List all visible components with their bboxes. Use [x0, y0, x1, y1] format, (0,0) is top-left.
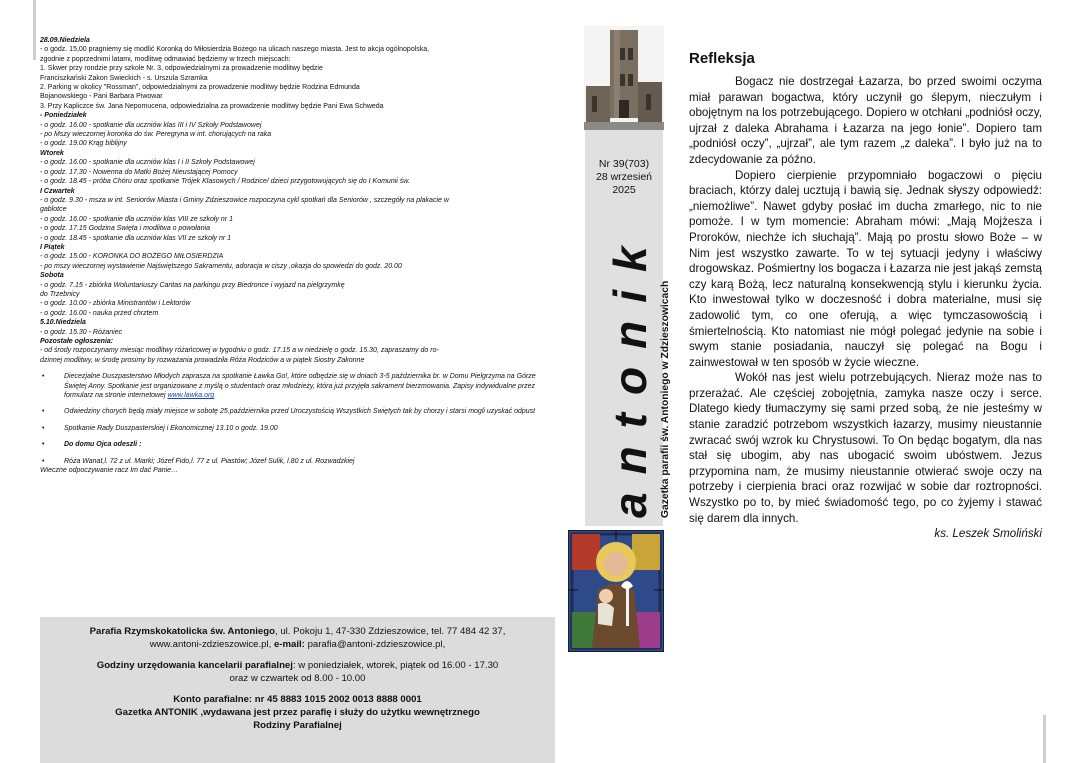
masthead-subtitle: Gazetka parafii św. Antoniego w Zdzieszowicach — [660, 280, 671, 518]
announcement-line: - o godz. 16.00 - spotkanie dla uczniów klas VIII ze szkoły nr 1 — [40, 215, 233, 223]
heading-sunday-28: 28.09.Niedziela — [40, 37, 90, 44]
announcement-line: - po mszy wieczornej wystawienie Najświętszego Sakramentu, adoracja w ciszy ,okazja do spowiedzi do godz. 20.00 — [40, 262, 402, 270]
announcement-line: - o godz. 16.00 - nauka przed chrztem — [40, 309, 159, 317]
parish-address: , ul. Pokoju 1, 47-330 Zdzieszowice, tel. 77 484 42 37, — [274, 626, 506, 637]
announcement-line: dzinnej modlitwy, w środę prosimy by rozważania prowadziła Róża Rodziców a w piątek Siostry Zakonne — [40, 356, 365, 364]
announcement-line: gablotce — [40, 206, 67, 214]
page-edge-left — [33, 0, 36, 60]
announcement-line: - o godz. 16.00 - spotkanie dla uczniów klas I i II Szkoły Podstawowej — [40, 159, 255, 167]
heading-friday: I Piątek — [40, 243, 65, 251]
reflection-paragraph-3: Wokół nas jest wielu potrzebujących. Nieraz może nas to przerażać. Ale częściej zobojętnia, zamyka nasze oczy i serce. Dlatego kiedy tłumaczymy się sami przed sobą, że nie jesteśmy w stanie zaradzić potrzebom wszystkich łazarzy, musimy nieustannie zwracać swój wzrok ku Chrystusowi. To On będąc bogatym, dla nas stał się ubogim, aby nas ubogacić swoim ubóstwem. Jezus przypomina nam, że musimy nieustannie otwierać swoje oczy na potrzeby i cierpienia braci oraz rozwijać w sobie dar roztropności. Wszystko po to, by mieć świadomość tego, po co żyjemy i stawać się darem dla innych. — [689, 371, 1042, 525]
announcement-line: - o godz. 19.00 Krąg biblijny — [40, 140, 127, 148]
page-edge-right — [1043, 715, 1046, 763]
announcement-line: - o godz. 7.15 - zbiórka Woluntariuszy Caritas na parkingu przy Biedronce i wyjazd na pielgrzymkę — [40, 281, 345, 289]
office-hours-line2: oraz w czwartek od 8.00 - 10.00 — [229, 673, 366, 684]
announcement-line: - o godz. 16.00 - spotkanie dla uczniów klas III i IV Szkoły Podstawowej — [40, 121, 262, 129]
reflection-article — [689, 50, 1042, 542]
announcement-line: do Trzebnicy — [40, 290, 80, 298]
bullet-text: Diecezjalne Duszpasterstwo Młodych zaprasza na spotkanie Ławka Go!, które odbędzie się w dniach 3-5 października br. w Domu Pielgrzyma na Górze Świętej Anny. Spotkanie jest organizowane z myślą o studentach oraz młodzieży, która już przyjęła sakrament bierzmowania. Zapisy indywidualne przez formularz na stronie internetowej — [64, 373, 536, 400]
parish-website[interactable]: www.antoni-zdzieszowice.pl, — [149, 639, 272, 650]
office-hours: : w poniedziałek, wtorek, piątek od 16.00 - 17.30 — [292, 660, 499, 671]
announcement-line: 3. Przy Kapliczce św. Jana Nepomucena, odpowiedzialna za prowadzenie modlitwy będzie Pani Ewa Schweda — [40, 102, 384, 110]
bullet-text: Odwiedziny chorych będą miały miejsce w sobotę 25.października przed Uroczystością Wszystkich Świętych tak by chorzy i starsi mogli uzyskać odpust — [64, 408, 536, 416]
heading-sunday-5: 5.10.Niedziela — [40, 319, 86, 327]
bullet-text: Do domu Ojca odeszli : — [64, 441, 142, 449]
heading-monday: - Poniedziałek — [40, 112, 87, 120]
announcement-line: Franciszkański Zakon Świeckich - s. Urszula Szramka — [40, 74, 208, 82]
gazette-note: Gazetka ANTONIK ,wydawana jest przez parafię i służy do użytku wewnętrznego — [115, 707, 480, 718]
church-photo — [584, 26, 664, 130]
email-label: e-mail: — [273, 639, 305, 650]
bullet-item — [40, 457, 555, 466]
bullet-item — [40, 407, 555, 416]
announcement-line: - o godz. 15.30 - Różaniec — [40, 328, 123, 336]
announcement-line: 1. Skwer przy rondzie przy szkole Nr. 3, odpowiedzialnymi za prowadzenie modlitwy będzie — [40, 65, 323, 73]
reflection-paragraph-1: Bogacz nie dostrzegał Łazarza, bo przed swoimi oczyma miał parawan bogactwa, który uczynił go ślepym, nieczułym i obojętnym na los potrzebującego. Dopiero w otchłani „podniósł oczy, ujrzał z daleka Abrahama i Łazarza na jego łonie”. Dopiero tam „podniósł oczy”, „ujrzał”, ale tym razem „z daleka”. I było już na to zdecydowanie za późno. — [689, 75, 1042, 166]
announcement-line: - o godz. 15,00 pragniemy się modlić Koronką do Miłosierdzia Bożego na ulicach naszego miasta. Jest to akcja ogólnopolska, — [40, 46, 430, 54]
bullet-icon: • — [42, 373, 45, 381]
announcement-line: Bojanowskiego - Pani Barbara Piwowar — [40, 93, 163, 101]
announcement-line: - o godz. 15.00 - KORONKA DO BOŻEGO MIŁOSIERDZIA — [40, 253, 224, 261]
announcement-line: - o godz. 17.30 - Nowenna do Matki Bożej Nieustającej Pomocy — [40, 168, 238, 176]
issue-date: 28 wrzesień 2025 — [595, 171, 653, 196]
bullet-text: Spotkanie Rady Duszpasterskiej i Ekonomicznej 13.10 o godz. 19.00 — [64, 424, 278, 432]
gazette-note-2: Rodziny Parafialnej — [253, 720, 342, 731]
bullet-item — [40, 372, 555, 400]
saint-anthony-image — [568, 530, 664, 652]
closing-line: Wieczne odpoczywanie racz Im dać Panie… — [40, 467, 179, 475]
announcements-column — [40, 36, 555, 475]
heading-saturday: Sobota — [40, 272, 64, 280]
bullet-icon: • — [42, 441, 45, 449]
lawka-link[interactable]: www.lawka.org — [167, 392, 215, 400]
masthead-title: antonik — [604, 228, 656, 518]
reflection-title: Refleksja — [689, 50, 755, 67]
announcement-line: - od środy rozpoczynamy miesiąc modlitwy różańcowej w tygodniu o godz. 17.15 a w niedzielę o godz. 15.30, zapraszamy do ro- — [40, 347, 439, 355]
announcement-line: - o godz. 18.45 - próba Chóru oraz spotkanie Trójek Klasowych / Rodzice/ dzieci przygotowujących się do I Komunii św. — [40, 178, 410, 186]
parish-info-box — [40, 617, 555, 763]
announcement-line: 2. Parking w okolicy "Rossman", odpowiedzialnymi za prowadzenie modlitwy będzie Rodzina Edmunda — [40, 84, 360, 92]
reflection-author: ks. Leszek Smoliński — [934, 527, 1042, 541]
bullet-icon: • — [42, 457, 45, 465]
announcement-line: - o godz. 17.15 Godzina Święta i modlitwa o powołania — [40, 225, 211, 233]
office-hours-label: Godziny urzędowania kancelarii parafialnej — [96, 660, 293, 671]
bullet-icon: • — [42, 424, 45, 432]
issue-number: Nr 39(703) — [598, 158, 650, 170]
announcement-line: zgodnie z poprzednimi latami, modlitwę odmawiać będziemy w trzech miejscach: — [40, 55, 291, 63]
announcement-line: - o godz. 10.00 - zbiórka Ministrantów i Lektorów — [40, 300, 191, 308]
announcement-line: - o godz. 9.30 - msza w int. Seniorów Miasta i Gminy Zdzieszowice rozpoczyna cykl spotkań dla Seniorów , szczegóły na plakacie w — [40, 196, 449, 204]
bullet-item — [40, 424, 555, 433]
bullet-icon: • — [42, 408, 45, 416]
heading-thursday: I Czwartek — [40, 187, 75, 195]
heading-tuesday: Wtorek — [40, 149, 64, 157]
bullet-item — [40, 440, 555, 449]
parish-name: Parafia Rzymskokatolicka św. Antoniego — [89, 626, 275, 637]
bank-account: Konto parafialne: nr 45 8883 1015 2002 0013 8888 0001 — [173, 694, 422, 705]
parish-email[interactable]: parafia@antoni-zdzieszowice.pl, — [307, 639, 446, 650]
reflection-paragraph-2: Dopiero cierpienie przypomniało bogaczowi o pięciu braciach, którzy dalej ucztują i bawią się. Jednak słyszy odpowiedź: „niemożliwe”. Nawet gdyby posłać im ducha zmarłego, nic to nie pomoże. I w tym momencie: Abraham mówi: „Mają Mojżesza i Proroków, niechże ich słuchają”. Mają po prostu słowo Boże – w Nim jest wszystko zawarte. To w tej sytuacji jedyny i właściwy drogowskaz. Pośmiertny los bogacza i Łazarza nie jest jakąś zemstą czy karą Bożą, lecz naturalną konsekwencją stylu i kierunku życia. Kto inwestował tylko w doczesność i dobra materialne, musi się zadowolić tym, co one oferują, a więc tymczasowością i śmiertelnością. Kto natomiast nie mógł polegać jedynie na sobie i swym stanie posiadania, nauczył się polegać na Bogu i zainwestował w ten sposób w życie wieczne. — [689, 168, 1042, 369]
heading-other: Pozostałe ogłoszenia: — [40, 338, 114, 345]
announcement-line: - po Mszy wieczornej koronka do św. Peregryna w int. chorujących na raka — [40, 131, 272, 139]
bullet-text: Róża Wanat,l. 72 z ul. Miarki; Józef Fido,l. 77 z ul. Piastów; Józef Sulik, l.80 z ul. Rozwadzkiej — [64, 457, 355, 465]
announcement-line: - o godz. 18.45 - spotkanie dla uczniów klas VII ze szkoły nr 1 — [40, 234, 232, 242]
